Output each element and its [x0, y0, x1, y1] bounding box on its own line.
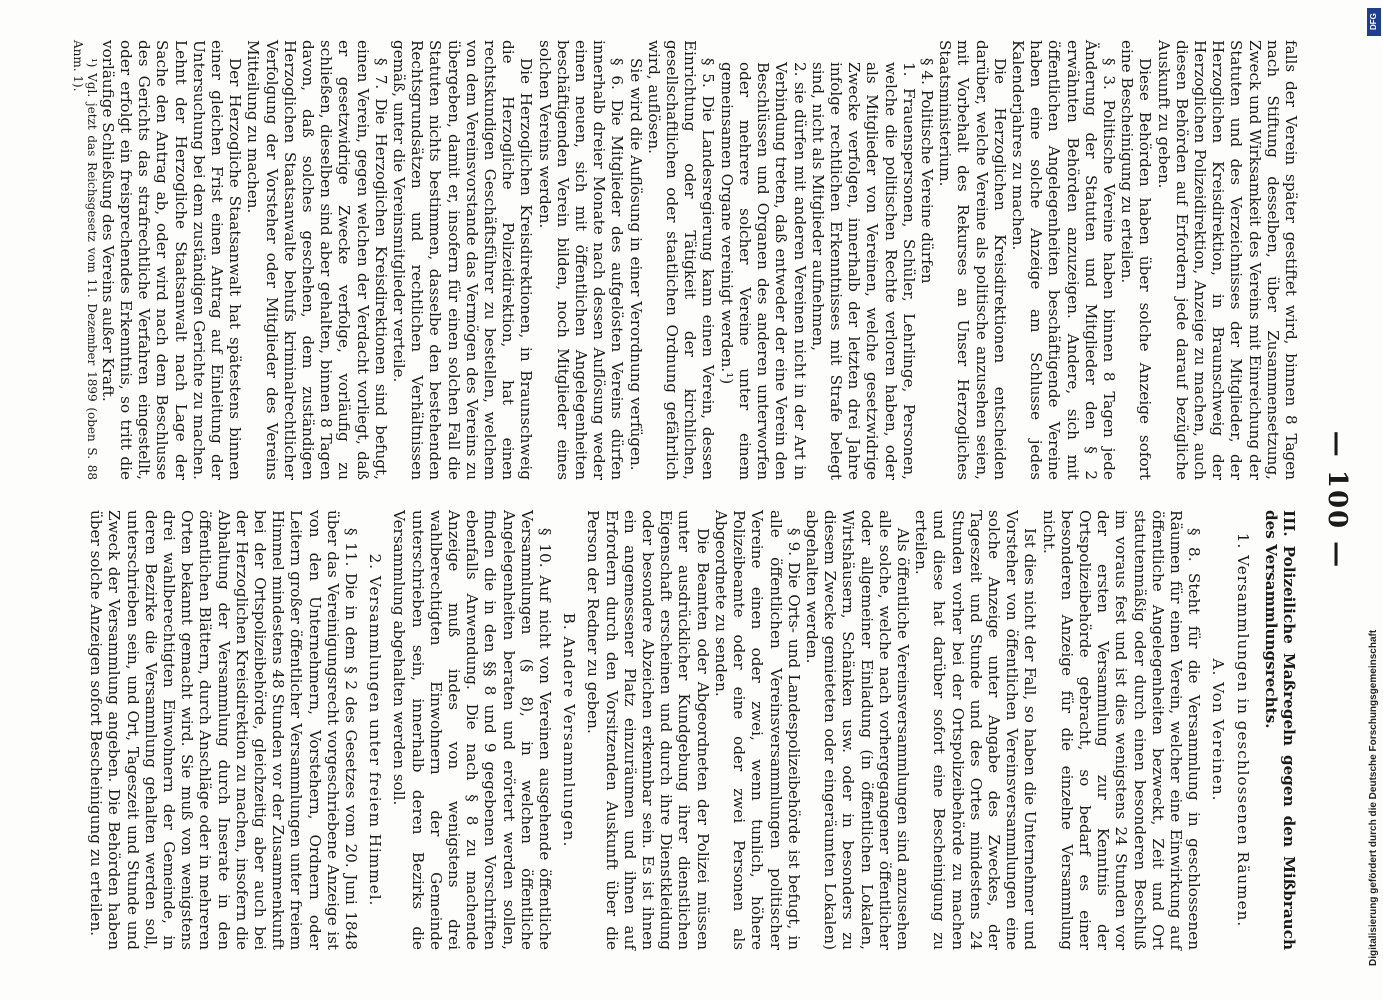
paragraph: § 8. Steht für die Versammlung in geschlossenen Räumen für einen Verein, welcher eine Einwirkung auf öffentliche Angelegenheiten bezweckt, Zeit und Ort statutenmäßig oder durch einen besonderen Beschluß im voraus fest und ist dies wenigstens 24 Stunden vor der ersten Versammlung zur Kenntnis der Ortspolizeibehörde gebracht, so bedarf es einer besonderen Anzeige für die einzelne Versammlung nicht. [1039, 510, 1204, 950]
paragraph: § 9. Die Orts- und Landespolizeibehörde ist befugt, in alle öffentlichen Vereinsversammlungen politischer Vereine einen oder zwei, wenn tunlich, höhere Polizeibeamte oder eine oder zwei Personen als Abgeordnete zu senden. [711, 510, 803, 950]
paragraph: Sie wird die Auflösung in einer Verordnung verfügen. [626, 58, 645, 471]
paragraph: § 6. Die Mitglieder des aufgelösten Vereins dürfen innerhalb dreier Monate nach dessen Auflösung weder einen neuen, sich mit öffentlichen Angelegenheiten beschäftigenden Verein bilden, noch Mitglieder eines solchen Vereins werden. [535, 40, 627, 480]
paragraph: § 3. Politische Vereine haben binnen 8 Tagen jede Änderung der Statuten und Mitglieder den § 2 erwähnten Behörden anzuzeigen. Andere, sich mit öffentlichen Angelegenheiten beschäftigende Vereine haben eine solche Anzeige am Schlusse jedes Kalenderjahres zu machen. [1008, 40, 1118, 480]
paragraph: § 4. Politische Vereine dürfen [917, 58, 936, 284]
page-number: — 100 — [1322, 430, 1352, 570]
paragraph: 2. sie dürfen mit anderen Vereinen nicht in der Art in Verbindung treten, daß entweder der eine Verein den Beschlüssen und Organen des anderen unterworfen oder mehrere solcher Vereine unter einem gemeinsamen Organe vereinigt werden.¹) [717, 62, 809, 480]
paragraph: 2. Versammlungen unter freiem Himmel. [366, 553, 385, 907]
right-text-column [87, 510, 1300, 950]
left-text-column [70, 40, 1300, 480]
paragraph: § 11. Die in dem § 2 des Gesetzes vom 20. Juni 1848 über das Vereinigungsrecht vorgeschriebene Anzeige ist von den Unternehmern, Vorstehern, Ordnern oder Leitern großer öffentlicher Versammlungen unter freiem Himmel mindestens 48 Stunden vor der Zusammenkunft bei der Ortspolizeibehörde, gleichzeitig aber auch bei der Herzoglichen Kreisdirektion zu machen, insofern die Abhaltung der Versammlung durch Inserate in den öffentlichen Blättern, durch Anschläge oder in mehreren Orten bekannt gemacht wird. Sie muß von wenigstens drei wahlberechtigten Einwohnern der Gemeinde, in deren Bezirke die Versammlung gehalten werden soll, unterschrieben sein, und Ort, Tageszeit und Stunde und Zweck der Versammlung angeben. Die Behörden haben über solche Anzeigen sofort Bescheinigung zu erteilen. [87, 510, 361, 950]
paragraph: Die Herzoglichen Kreisdirektionen, in Braunschweig die Herzogliche Polizeidirektion, hat einen rechtskundigen Geschäftsführer zu bestellen, welchem von dem Vereinsvorstande das Vermögen des Vereins zu übergeben, damit er, insofern für einen solchen Fall die Statuten nichts bestimmen, dasselbe den bestehenden Rechtsgrundsätzen und rechtlichen Verhältnissen gemäß, unter die Vereinsmitglieder verteile. [390, 40, 536, 480]
paragraph: falls der Verein später gestiftet wird, binnen 8 Tagen nach Stiftung desselben, über Zusammensetzung, Zweck und Wirksamkeit des Vereins mit Einreichung der Statuten und des Verzeichnisses der Mitglieder, der Herzoglichen Kreisdirektion, in Braunschweig der Herzoglichen Polizeidirektion, Anzeige zu machen, auch diesen Behörden auf Erfordern jede darauf bezügliche Auskunft zu geben. [1154, 40, 1300, 480]
footnote: ¹) Vgl. jetzt das Reichsgesetz vom 11. Dezember 1899 (oben S. 88 Anm. 1). [70, 40, 99, 480]
paragraph: Ist dies nicht der Fall, so haben die Unternehmer und Vorsteher von öffentlichen Vereinsversammlungen eine solche Anzeige unter Angabe des Zweckes, der Tageszeit und Stunde und des Ortes mindestens 24 Stunden vorher bei der Ortspolizeibehörde zu machen und diese hat darüber sofort eine Bescheinigung zu erteilen. [912, 510, 1040, 950]
paragraph: 1. Versammlungen in geschlossenen Räumen. [1233, 532, 1252, 928]
paragraph: § 7. Die Herzoglichen Kreisdirektionen sind befugt, einen Verein, gegen welchen der Verdacht vorliegt, daß er gesetzwidrige Zwecke verfolge, vorläufig zu schließen, dieselben sind aber gehalten, binnen 8 Tagen davon, daß solches geschehen, dem zuständigen Herzoglichen Staatsanwalte behufs kriminalrechtlicher Verfolgung der Vorsteher oder Mitglieder des Vereins Mitteilung zu machen. [244, 40, 390, 480]
paragraph: Diese Behörden haben über solche Anzeige sofort eine Bescheinigung zu erteilen. [1118, 40, 1155, 480]
rotated-page-content [70, 0, 1360, 1000]
paragraph: Der Herzogliche Staatsanwalt hat spätestens binnen einer gleichen Frist einen Antrag auf Einleitung der Untersuchung bei dem zuständigen Gerichte zu machen. Lehnt der Herzogliche Staatsanwalt nach Lage der Sache den Antrag ab, oder wird nach dem Beschlusse des Gerichts das strafrechtliche Verfahren eingestellt, oder erfolgt ein freisprechendes Erkenntnis, so tritt die vorläufige Schließung des Vereins außer Kraft. [98, 40, 245, 480]
paragraph: Als öffentliche Vereinsversammlungen sind anzusehen alle solche, welche nach vorhergegangener öffentlicher oder allgemeiner Einladung (in öffentlichen Lokalen, Wirtshäusern, Schänken usw. oder in besonders zu diesem Zwecke gemieteten oder eingeräumten Lokalen) abgehalten werden. [802, 510, 912, 950]
paragraph: § 5. Die Landesregierung kann einen Verein, dessen Einrichtung oder Tätigkeit der kirchlichen, gesellschaftlichen oder staatlichen Ordnung gefährlich wird, auflösen. [644, 40, 718, 480]
paragraph: III. Polizeiliche Maßregeln gegen den Mißbrauch des Versammlungsrechts. [1261, 510, 1298, 950]
dfg-logo: DFG [1367, 8, 1381, 36]
paragraph: A. Von Vereinen. [1209, 658, 1228, 802]
paragraph: § 10. Auf nicht von Vereinen ausgehende öffentliche Versammlungen (§ 8), in welchen öffentliche Angelegenheiten beraten und erörtert werden sollen, finden die in den §§ 8 und 9 gegebenen Vorschriften ebenfalls Anwendung. Die nach § 8 zu machende Anzeige muß indes von wenigstens drei wahlberechtigten Einwohnern der Gemeinde unterschrieben sein, innerhalb deren Bezirks die Versammlung abgehalten werden soll. [390, 510, 555, 950]
paragraph: 1. Frauenspersonen, Schüler, Lehrlinge, Personen, welche die politischen Rechte verloren haben, oder als Mitglieder von Vereinen, welche gesetzwidrige Zwecke verfolgen, innerhalb der letzten drei Jahre infolge rechtlichen Erkenntnisses mit Strafe belegt sind, nicht als Mitglieder aufnehmen, [808, 62, 918, 480]
paragraph: B. Andere Versammlungen. [560, 612, 579, 848]
paragraph: Die Beamten oder Abgeordneten der Polizei müssen unter ausdrücklicher Kundgebung ihrer dienstlichen Eigenschaft erscheinen und durch ihre Dienstkleidung oder besondere Abzeichen erkennbar sein. Es ist ihnen ein angemessener Platz einzuräumen und ihnen auf Erfordern durch den Vorsitzenden Auskunft über die Person der Redner zu geben. [584, 510, 712, 950]
paragraph: Die Herzoglichen Kreisdirektionen entscheiden darüber, welche Vereine als politische anzusehen seien, mit Vorbehalt des Rekurses an Unser Herzogliches Staatsministerium. [936, 40, 1009, 480]
dfg-funding-notice: Digitalisierung gefördert durch die Deutsche Forschungsgemeinschaft [1368, 629, 1379, 966]
